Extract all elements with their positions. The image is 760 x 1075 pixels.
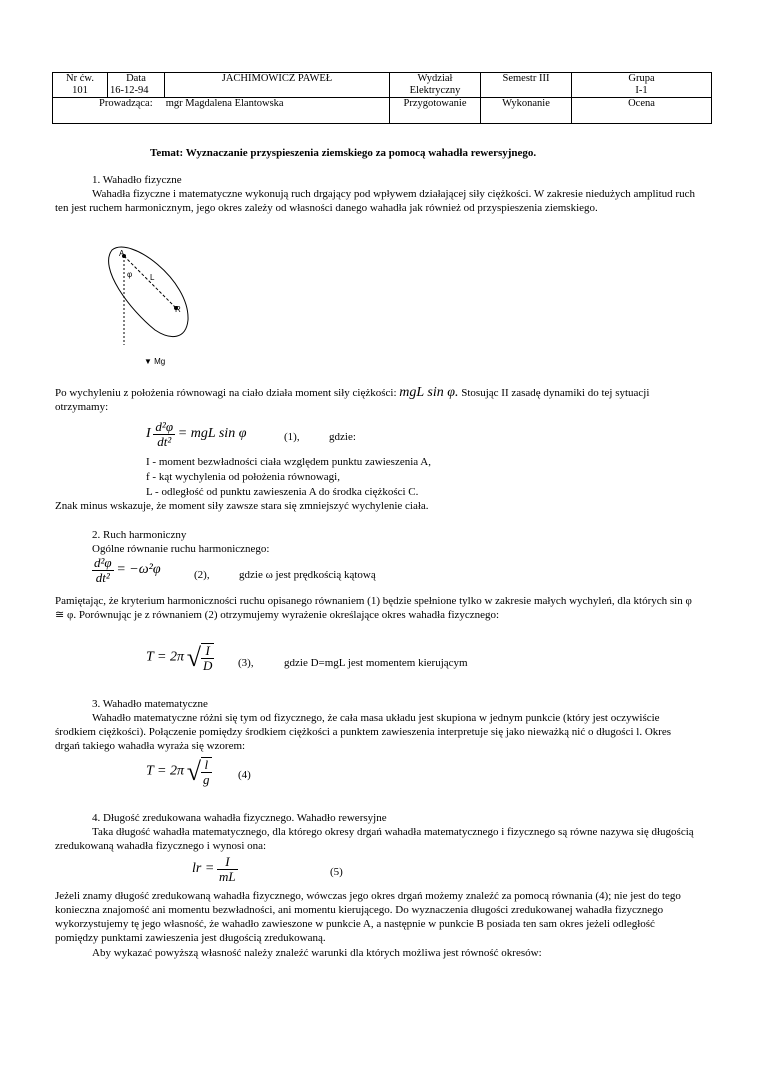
przygotowanie-cell <box>390 98 481 124</box>
section-3-heading: 3. Wahadło matematyczne <box>92 698 208 710</box>
eq3-lhs: T = 2π <box>146 649 184 665</box>
fig-label-phi: φ <box>127 270 133 279</box>
def-2: f - kąt wychylenia od położenia równowagi, <box>146 471 340 483</box>
def-3: L - odległość od punktu zawieszenia A do środka ciężkości C. <box>146 486 419 498</box>
data-value: 16-12-94 <box>110 85 149 96</box>
nr-value: 101 <box>72 85 88 96</box>
eq4-numerator: l <box>201 758 212 773</box>
eq1-rhs: = mgL sin φ <box>177 426 247 442</box>
eq2-number: (2), <box>194 569 210 581</box>
moment-formula: mgL sin φ. <box>399 385 459 400</box>
section-1-after-figure <box>55 386 695 414</box>
author-name: JACHIMOWICZ PAWEŁ <box>221 73 333 84</box>
equation-1 <box>146 420 246 449</box>
wykonanie-cell <box>481 98 572 124</box>
section-3-paragraph: Wahadło matematyczne różni się tym od fizycznego, że cała masa układu jest skupiona w jednym punkcie (który jest oczywiście środkiem ciężkości). Połączenie pomiędzy środkiem ciężkości a punktem zawieszenia interpretuje się jako nieważką nić o długości l. Okres drgań takiego wahadła wyraża się wzorem: <box>55 712 672 752</box>
eq1-numerator: d²φ <box>155 419 174 434</box>
wydzial-label: Wydział <box>417 73 453 84</box>
ocena-cell <box>572 98 712 124</box>
eq2-denominator: dt² <box>95 570 110 585</box>
temat-title: Temat: Wyznaczanie przyspieszenia ziemskiego za pomocą wahadła rewersyjnego. <box>150 147 537 159</box>
fig-label-l: L <box>150 273 155 282</box>
prowadzaca-cell <box>53 98 390 124</box>
pendulum-figure <box>100 240 210 370</box>
eq3-note: gdzie D=mgL jest momentem kierującym <box>284 657 468 669</box>
def-1: I - moment bezwładności ciała względem punktu zawieszenia A, <box>146 456 431 468</box>
equation-5 <box>192 855 238 884</box>
prowadzaca-value: mgr Magdalena Elantowska <box>165 98 284 109</box>
eq1-lhs: I <box>146 426 151 442</box>
eq2-rhs: = −ω²φ <box>116 562 161 578</box>
wydzial-value: Elektryczny <box>409 85 461 96</box>
ocena-label: Ocena <box>628 98 655 109</box>
eq5-lhs: lr = <box>192 861 215 877</box>
data-label: Data <box>126 73 146 84</box>
grupa-value: I-1 <box>635 85 648 96</box>
grupa-cell <box>572 73 712 98</box>
eq3-sqrt: √ $\frac{I}{D}$ <box>186 643 213 673</box>
eq1-gdzie: gdzie: <box>329 431 356 443</box>
eq4-lhs: T = 2π <box>146 763 184 779</box>
section-4-paragraph-3: Aby wykazać powyższą własność należy znaleźć warunki dla których możliwa jest równość okresów: <box>92 947 542 959</box>
header-table <box>52 72 712 124</box>
grupa-label: Grupa <box>628 73 655 84</box>
eq1-denominator: dt² <box>157 434 172 449</box>
eq4-denominator: g <box>203 772 210 787</box>
author-cell <box>165 73 390 98</box>
nr-cell <box>53 73 108 98</box>
equation-2 <box>92 556 161 585</box>
eq1-fraction <box>153 420 175 449</box>
eq2-note: gdzie ω jest prędkością kątową <box>239 569 376 581</box>
section-1-paragraph: Wahadła fizyczne i matematyczne wykonują ruch drgający pod wpływem działającej siły ciężkości. W zakresie niedużych amplitud ruch ten jest ruchem harmonicznym, jego okres zależy od własności danego wahadła jak również od przyspieszenia ziemskiego. <box>55 188 695 214</box>
semestr-cell <box>481 73 572 98</box>
section-1-heading: 1. Wahadło fizyczne <box>92 174 182 186</box>
eq3-numerator: I <box>201 644 214 659</box>
eq5-numerator: I <box>217 855 238 870</box>
wykonanie-label: Wykonanie <box>502 98 550 109</box>
eq2-fraction <box>92 556 114 585</box>
fig-label-a: A <box>119 249 125 258</box>
prowadzaca-label: Prowadząca: <box>99 98 153 109</box>
eq5-fraction <box>217 855 238 884</box>
section-4-paragraph: Taka długość wahadła matematycznego, dla którego okresy drgań wahadła matematycznego i fizycznego są równe nazywa się długością zredukowaną wahadła fizycznego i wynosi ona: <box>55 826 694 852</box>
section-4-paragraph-2: Jeżeli znamy długość zredukowaną wahadła fizycznego, wówczas jego okres drgań możemy znaleźć za pomocą równania (4); nie jest do tego konieczna znajomość ani momentu bezwładności, ani momentu kierującego. Do wyznaczenia długości zredukowanej wahadła fizycznego wykorzystujemy tę jego własność, że wahadło zawieszone w punkcie A, a następnie w punkcie B posiada ten sam okres jeżeli odległość pomiędzy punktami zawieszenia jest długością zredukowaną. <box>55 890 681 944</box>
eq3-number: (3), <box>238 657 254 669</box>
nr-label: Nr ćw. <box>66 73 94 84</box>
przygotowanie-label: Przygotowanie <box>403 98 467 109</box>
eq5-denominator: mL <box>219 869 236 884</box>
eq3-denominator: D <box>203 658 213 673</box>
wydzial-cell <box>390 73 481 98</box>
znak-text: Znak minus wskazuje, że moment siły zawsze stara się zmniejszyć wychylenie ciała. <box>55 500 429 512</box>
eq5-number: (5) <box>330 866 343 878</box>
section-2-heading: 2. Ruch harmoniczny <box>92 529 187 541</box>
eq3-fraction <box>201 643 214 673</box>
section-2-intro: Ogólne równanie ruchu harmonicznego: <box>92 543 270 555</box>
equation-3 <box>146 643 214 673</box>
eq4-fraction <box>201 757 212 787</box>
data-cell <box>108 73 165 98</box>
after-figure-text: Po wychyleniu z położenia równowagi na ciało działa moment siły ciężkości: <box>55 387 397 399</box>
fig-label-r: R <box>175 305 181 314</box>
section-4-heading: 4. Długość zredukowana wahadła fizycznego. Wahadło rewersyjne <box>92 812 387 824</box>
eq4-sqrt: √ $\frac{l}{g}$ <box>186 757 210 787</box>
eq2-numerator: d²φ <box>94 555 112 570</box>
section-2-paragraph: Pamiętając, że kryterium harmoniczności ruchu opisanego równaniem (1) będzie spełnione tylko w zakresie małych wychyleń, dla których sin φ ≅ φ. Porównując je z równaniem (2) otrzymujemy wyrażenie określające okres wahadła fizycznego: <box>55 595 692 621</box>
equation-4 <box>146 757 212 787</box>
semestr-value: Semestr III <box>502 73 550 84</box>
eq1-number: (1), <box>284 431 300 443</box>
after-moment-text: Stosując II zasadę dynamiki do tej sytuacji otrzymamy: <box>55 387 650 413</box>
fig-label-mg: ▼ Mg <box>144 357 166 366</box>
eq4-number: (4) <box>238 769 251 781</box>
